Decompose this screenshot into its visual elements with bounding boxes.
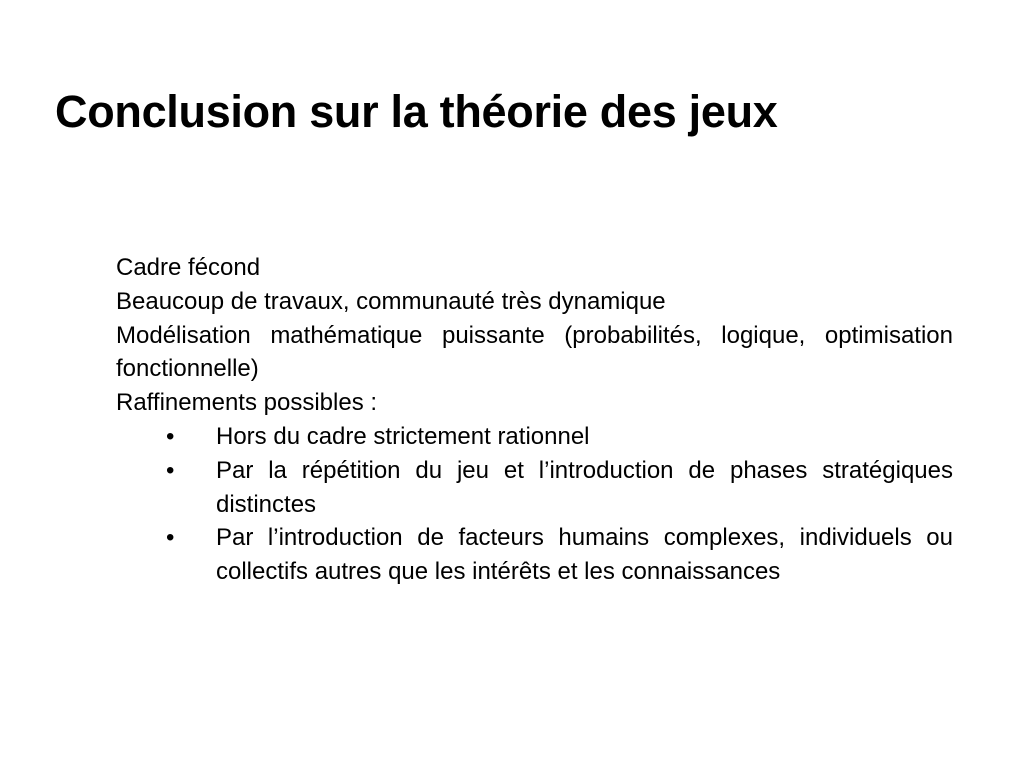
bullet-icon: •: [166, 524, 175, 552]
list-item: [116, 420, 953, 454]
list-item: [116, 454, 953, 522]
refinements-list: [116, 420, 953, 589]
list-item: [116, 521, 953, 589]
list-item-text: Par l’introduction de facteurs humains complexes, individuels ou collectifs autres que les intérêts et les connaissances: [216, 524, 953, 586]
list-item-text: Hors du cadre strictement rationnel: [216, 422, 590, 450]
paragraph-travaux: Beaucoup de travaux, communauté très dynamique: [116, 287, 666, 315]
list-item-text: Par la répétition du jeu et l’introduction de phases stratégiques distinctes: [216, 456, 953, 518]
slide-body: [116, 251, 953, 589]
paragraph-modelisation: Modélisation mathématique puissante (probabilités, logique, optimisation fonctionnelle): [116, 321, 953, 383]
paragraph-cadre-fecond: Cadre fécond: [116, 254, 261, 281]
bullet-icon: •: [166, 422, 175, 450]
slide-title: Conclusion sur la théorie des jeux: [55, 86, 778, 137]
bullet-icon: •: [166, 456, 175, 484]
paragraph-raffinements: Raffinements possibles :: [116, 389, 378, 417]
